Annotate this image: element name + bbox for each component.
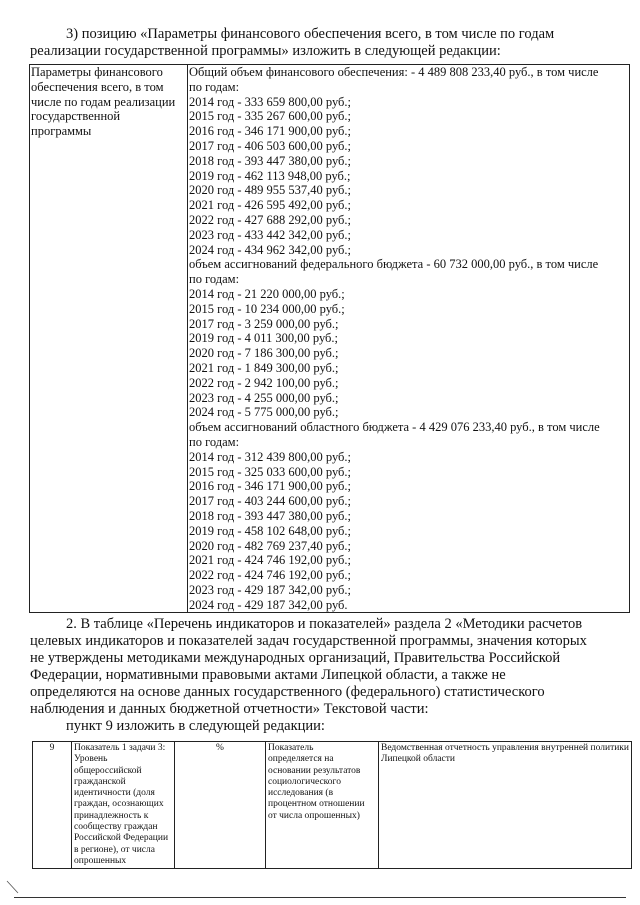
parameter-name-line: Параметры финансового [31, 65, 163, 79]
finance-line: 2023 год - 429 187 342,00 руб.; [189, 582, 351, 597]
item-number: 9 [33, 742, 72, 869]
indicator-name-line: граждан, осознающих [74, 799, 164, 810]
finance-line: по годам: [189, 434, 240, 449]
finance-line: по годам: [189, 79, 240, 94]
indicator-name-line: Уровень [74, 754, 108, 765]
finance-line: 2018 год - 393 447 380,00 руб.; [189, 153, 351, 168]
section2-line-3: не утверждены методиками международных организаций, Правительства Российской [30, 650, 561, 666]
method-line: процентном отношении [268, 799, 365, 810]
section2-line-7: пункт 9 изложить в следующей редакции: [66, 718, 325, 734]
method-line: социологического [268, 776, 341, 787]
section2-line-6: наблюдения и данных бюджетной отчетности» Текстовой части: [30, 701, 429, 717]
finance-line: 2015 год - 325 033 600,00 руб.; [189, 464, 351, 479]
finance-line: 2015 год - 10 234 000,00 руб.; [189, 301, 345, 316]
indicator-name-line: принадлежность к [74, 810, 149, 821]
finance-line: 2017 год - 406 503 600,00 руб.; [189, 138, 351, 153]
parameter-name-line: государственной [31, 109, 121, 124]
finance-line: 2022 год - 2 942 100,00 руб.; [189, 375, 339, 390]
method-line: определяется на [268, 754, 334, 765]
method-line: от числа опрошенных) [268, 810, 360, 821]
finance-line: 2019 год - 4 011 300,00 руб.; [189, 331, 339, 346]
finance-line: 2024 год - 5 775 000,00 руб.; [189, 405, 339, 420]
section2-line-5: определяются на основе данных государственного (федерального) статистического [30, 684, 545, 700]
finance-line: 2023 год - 433 442 342,00 руб.; [189, 227, 351, 242]
finance-line: 2020 год - 7 186 300,00 руб.; [189, 346, 339, 361]
finance-line: 2021 год - 426 595 492,00 руб.; [189, 198, 351, 213]
source-cell: Ведомственная отчетность управления внутренней политики Липецкой области [379, 742, 632, 869]
pen-mark-icon [6, 880, 20, 894]
intro-paragraph [30, 26, 626, 60]
indicator-name-cell [72, 742, 175, 869]
parameter-name-cell [30, 65, 188, 613]
intro-line-2: реализации государственной программы» изложить в следующей редакции: [30, 43, 501, 59]
finance-line: объем ассигнований областного бюджета - 4 429 076 233,40 руб., в том числе [189, 420, 600, 435]
method-line: исследования (в [268, 788, 334, 799]
finance-line: 2022 год - 427 688 292,00 руб.; [189, 212, 351, 227]
indicator-name-line: Российской Федерации [74, 833, 169, 844]
indicator-name-line: общероссийской [74, 765, 142, 776]
finance-line: 2014 год - 21 220 000,00 руб.; [189, 286, 345, 301]
finance-line: 2014 год - 333 659 800,00 руб.; [189, 94, 351, 109]
finance-line: 2024 год - 434 962 342,00 руб.; [189, 242, 351, 257]
section2-line-4: Федерации, нормативными правовыми актами Липецкой области, а также не [30, 667, 506, 683]
finance-line: 2024 год - 429 187 342,00 руб. [189, 597, 348, 612]
finance-line: 2017 год - 403 244 600,00 руб.; [189, 494, 351, 509]
intro-line-1: 3) позицию «Параметры финансового обеспечения всего, в том числе по годам [66, 26, 555, 42]
finance-line: 2020 год - 489 955 537,40 руб.; [189, 183, 351, 198]
section2-line-1: 2. В таблице «Перечень индикаторов и показателей» раздела 2 «Методики расчетов [66, 616, 583, 632]
unit-cell: % [175, 742, 266, 869]
parameter-values-cell [188, 65, 630, 613]
finance-parameters-table [29, 64, 630, 613]
parameter-name-line: программы [31, 124, 92, 139]
method-line: Показатель [268, 743, 314, 753]
finance-line: 2016 год - 346 171 900,00 руб.; [189, 124, 351, 139]
indicator-name-line: опрошенных [74, 855, 127, 866]
indicator-name-line: идентичности (доля [74, 788, 155, 799]
section2-line-2: целевых индикаторов и показателей задач государственной программы, значения которых [30, 633, 587, 649]
finance-line: 2017 год - 3 259 000,00 руб.; [189, 316, 339, 331]
finance-line: 2019 год - 458 102 648,00 руб.; [189, 523, 351, 538]
finance-line: объем ассигнований федерального бюджета - 60 732 000,00 руб., в том числе [189, 257, 599, 272]
page-bottom-rule [14, 897, 626, 898]
finance-line: 2015 год - 335 267 600,00 руб.; [189, 109, 351, 124]
finance-line: Общий объем финансового обеспечения: - 4 489 808 233,40 руб., в том числе [189, 65, 599, 79]
finance-line: 2020 год - 482 769 237,40 руб.; [189, 538, 351, 553]
finance-line: 2014 год - 312 439 800,00 руб.; [189, 449, 351, 464]
method-cell [266, 742, 379, 869]
indicator-item-9-table [32, 741, 632, 869]
finance-line: 2021 год - 424 746 192,00 руб.; [189, 553, 351, 568]
parameter-name-line: обеспечения всего, в том [31, 79, 164, 94]
finance-line: 2021 год - 1 849 300,00 руб.; [189, 360, 339, 375]
indicator-name-line: сообществу граждан [74, 822, 158, 833]
parameter-name-line: числе по годам реализации [31, 94, 176, 109]
finance-line: 2018 год - 393 447 380,00 руб.; [189, 508, 351, 523]
finance-line: 2023 год - 4 255 000,00 руб.; [189, 390, 339, 405]
finance-line: по годам: [189, 272, 240, 287]
finance-line: 2016 год - 346 171 900,00 руб.; [189, 479, 351, 494]
indicator-name-line: в регионе), от числа [74, 844, 155, 855]
section2-paragraph [30, 616, 626, 735]
finance-line: 2019 год - 462 113 948,00 руб.; [189, 168, 351, 183]
indicator-name-line: Показатель 1 задачи 3: [74, 743, 166, 753]
table-row [33, 742, 632, 869]
indicator-name-line: гражданской [74, 776, 126, 787]
method-line: основании результатов [268, 765, 361, 776]
finance-line: 2022 год - 424 746 192,00 руб.; [189, 568, 351, 583]
